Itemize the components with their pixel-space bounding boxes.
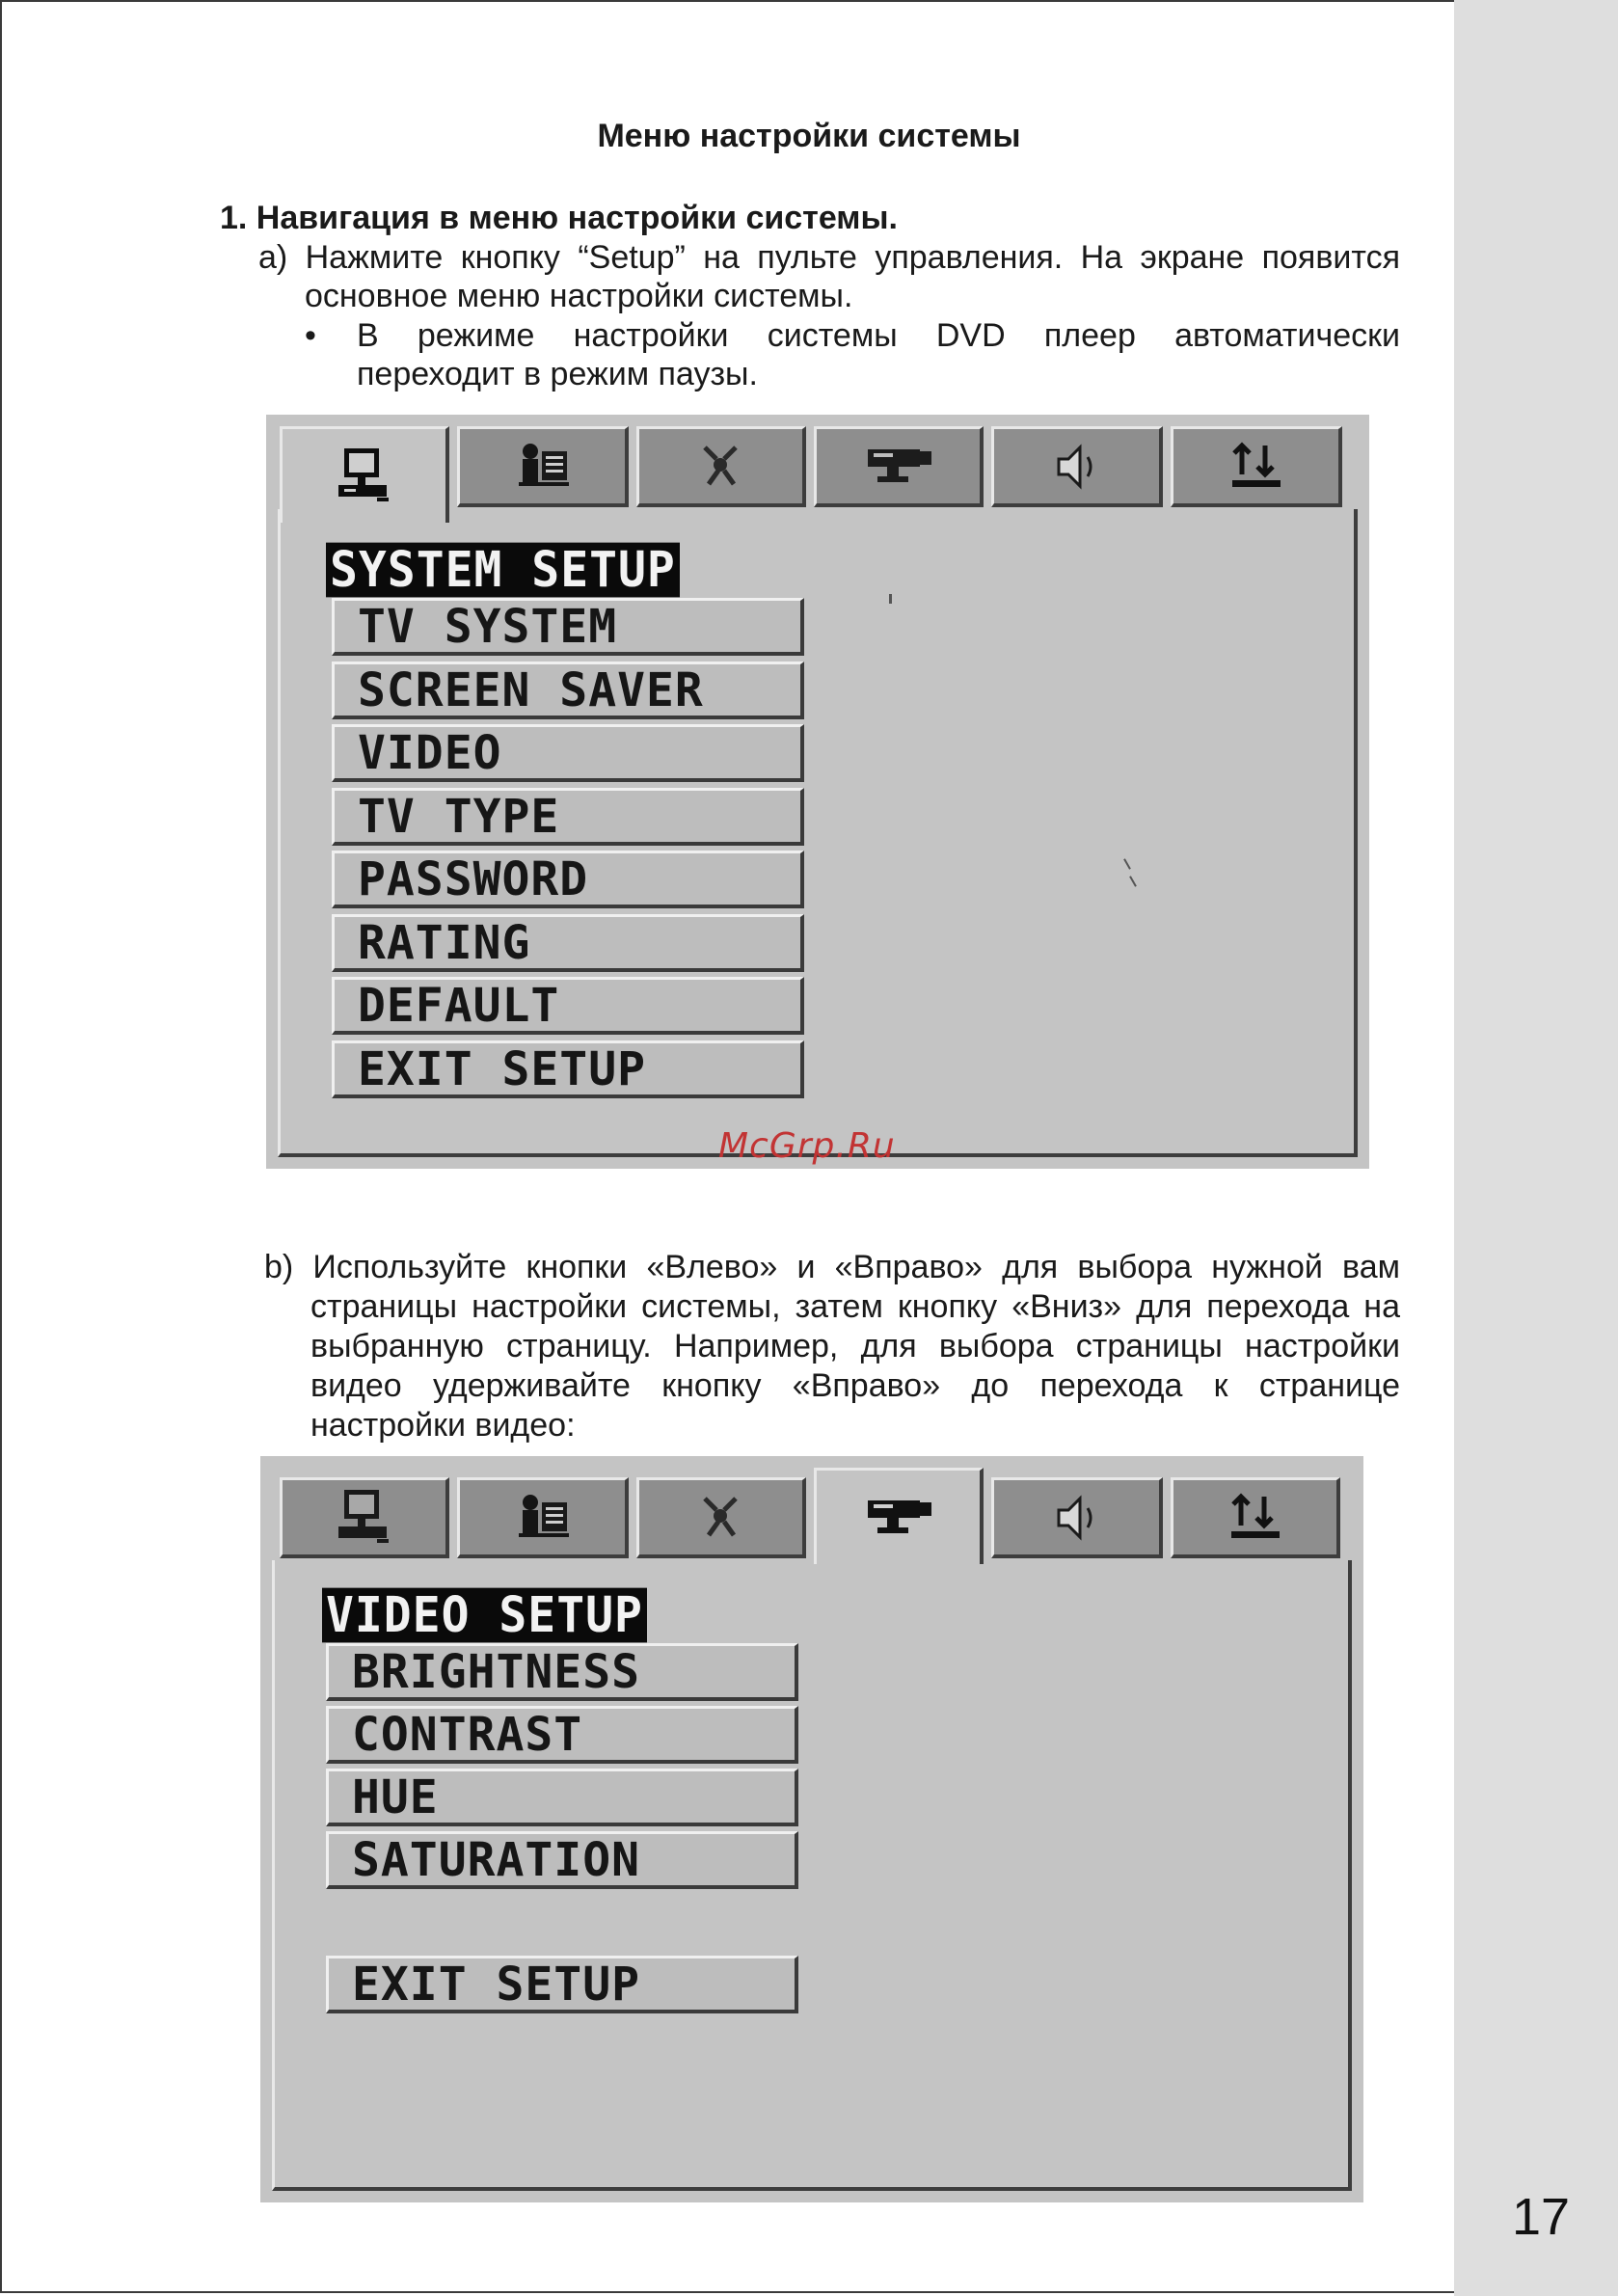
bullet-line2: переходит в режим паузы. bbox=[357, 356, 758, 392]
video-setup-title: VIDEO SETUP bbox=[322, 1588, 647, 1643]
system-setup-title: SYSTEM SETUP bbox=[326, 543, 680, 598]
speaker-icon bbox=[1043, 438, 1111, 496]
menu-item-exit-setup[interactable]: EXIT SETUP bbox=[332, 1040, 804, 1098]
video-icon bbox=[860, 1489, 937, 1547]
tab-video[interactable] bbox=[814, 426, 984, 507]
speaker-icon bbox=[1043, 1489, 1111, 1547]
tab-audio[interactable] bbox=[636, 426, 806, 507]
tab-language[interactable] bbox=[457, 426, 629, 507]
menu-item-contrast[interactable]: CONTRAST bbox=[326, 1706, 798, 1764]
scan-speck bbox=[889, 594, 892, 604]
step-b-line5: настройки видео: bbox=[310, 1407, 576, 1444]
tab-system[interactable] bbox=[280, 1477, 449, 1558]
sort-icon bbox=[1223, 438, 1290, 496]
computer-icon bbox=[331, 443, 398, 510]
tab-language[interactable] bbox=[457, 1477, 629, 1558]
tab-sort[interactable] bbox=[1171, 1477, 1340, 1558]
step-a-line2: основное меню настройки системы. bbox=[305, 278, 853, 314]
sort-icon bbox=[1222, 1489, 1289, 1547]
menu-item-screen-saver[interactable]: SCREEN SAVER bbox=[332, 662, 804, 719]
menu-item-saturation[interactable]: SATURATION bbox=[326, 1831, 798, 1889]
section-heading: 1. Навигация в меню настройки системы. bbox=[220, 200, 898, 236]
page-title: Меню настройки системы bbox=[597, 118, 1021, 154]
tab-speaker[interactable] bbox=[991, 1477, 1163, 1558]
tab-system[interactable] bbox=[280, 426, 449, 523]
menu-item-brightness[interactable]: BRIGHTNESS bbox=[326, 1643, 798, 1701]
tab-audio[interactable] bbox=[636, 1477, 806, 1558]
menu-item-tv-system[interactable]: TV SYSTEM bbox=[332, 598, 804, 656]
audio-icon bbox=[688, 438, 755, 496]
side-strip bbox=[1454, 0, 1618, 2296]
menu-item-default[interactable]: DEFAULT bbox=[332, 977, 804, 1035]
step-b-line2: страницы настройки системы, затем кнопку «Вниз» для перехода на bbox=[310, 1288, 1400, 1325]
language-icon bbox=[509, 438, 577, 496]
computer-icon bbox=[331, 1484, 398, 1552]
bullet-line1: В режиме настройки системы DVD плеер автоматически bbox=[357, 317, 1400, 354]
menu-item-video[interactable]: VIDEO bbox=[332, 724, 804, 782]
language-icon bbox=[509, 1489, 577, 1547]
menu-item-exit-setup[interactable]: EXIT SETUP bbox=[326, 1956, 798, 2013]
tab-speaker[interactable] bbox=[991, 426, 1163, 507]
video-icon bbox=[860, 438, 937, 496]
audio-icon bbox=[688, 1489, 755, 1547]
step-b-line3: выбранную страницу. Например, для выбора страницы настройки bbox=[310, 1328, 1400, 1364]
system-setup-screen bbox=[266, 415, 1369, 1169]
menu-item-password[interactable]: PASSWORD bbox=[332, 851, 804, 908]
watermark: McGrp.Ru bbox=[718, 1126, 896, 1166]
bullet-symbol: • bbox=[305, 317, 316, 354]
page-number: 17 bbox=[1512, 2188, 1571, 2246]
tab-sort[interactable] bbox=[1171, 426, 1342, 507]
video-setup-screen bbox=[260, 1456, 1363, 2202]
tab-video[interactable] bbox=[814, 1468, 984, 1564]
menu-item-rating[interactable]: RATING bbox=[332, 914, 804, 972]
menu-item-tv-type[interactable]: TV TYPE bbox=[332, 788, 804, 846]
step-b-line1: b) Используйте кнопки «Влево» и «Вправо» для выбора нужной вам bbox=[264, 1249, 1400, 1285]
menu-item-hue[interactable]: HUE bbox=[326, 1769, 798, 1826]
step-b-line4: видео удерживайте кнопку «Вправо» до перехода к странице bbox=[310, 1367, 1400, 1404]
step-a-line1: a) Нажмите кнопку “Setup” на пульте управления. На экране появится bbox=[258, 239, 1400, 276]
